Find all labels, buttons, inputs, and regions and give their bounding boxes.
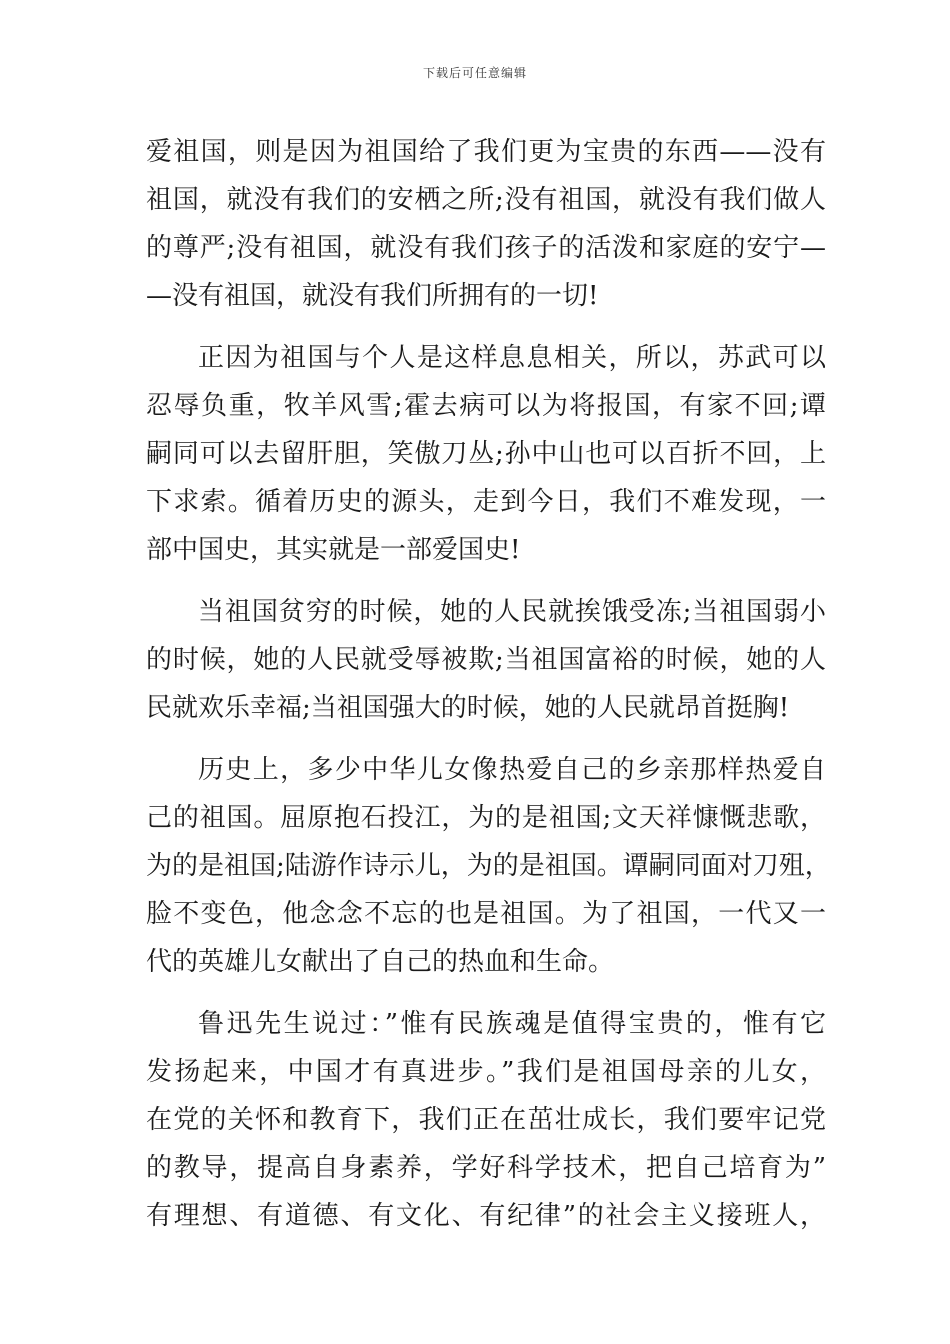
paragraph-5 [146,1000,826,1240]
paragraph-line: 部中国史，其实就是一部爱国史! [146,535,521,565]
paragraph-line: 为的是祖国;陆游作诗示儿，为的是祖国。谭嗣同面对刀殂， [146,851,831,881]
paragraph-gap [146,320,826,334]
paragraph-line: 忍辱负重，牧羊风雪;霍去病可以为将报国，有家不回;谭 [146,391,826,421]
paragraph-line: 历史上，多少中华儿女像热爱自己的乡亲那样热爱自 [198,755,826,785]
paragraph-4 [146,746,831,986]
paragraph-line: 代的英雄儿女献出了自己的热血和生命。 [146,947,615,977]
paragraph-gap [146,574,826,588]
paragraph-2 [146,334,826,574]
paragraph-1 [146,128,826,320]
paragraph-gap [146,732,826,746]
paragraph-3 [146,588,826,732]
paragraph-line: 的尊严;没有祖国，就没有我们孩子的活泼和家庭的安宁— [146,233,826,263]
paragraph-line: 发扬起来，中国才有真进步。”我们是祖国母亲的儿女， [146,1057,826,1087]
paragraph-line: 正因为祖国与个人是这样息息相关，所以，苏武可以 [198,343,826,373]
paragraph-line: 鲁迅先生说过：”惟有民族魂是值得宝贵的，惟有它 [198,1009,826,1039]
paragraph-line: 民就欢乐幸福;当祖国强大的时候，她的人民就昂首挺胸! [146,693,790,723]
paragraph-line: 的教导，提高自身素养，学好科学技术，把自己培育为” [146,1153,826,1183]
paragraph-line: 嗣同可以去留肝胆，笑傲刀丛;孙中山也可以百折不回，上 [146,439,826,469]
paragraph-line: 下求索。循着历史的源头，走到今日，我们不难发现，一 [146,487,826,517]
body-text [146,128,831,1240]
header-note: 下载后可任意编辑 [422,66,527,80]
paragraph-gap [146,986,826,1000]
paragraph-line: 有理想、有道德、有文化、有纪律”的社会主义接班人， [146,1201,826,1231]
paragraph-line: 己的祖国。屈原抱石投江，为的是祖国;文天祥慷慨悲歌， [146,803,826,833]
paragraph-line: 的时候，她的人民就受辱被欺;当祖国富裕的时候，她的人 [146,645,826,675]
paragraph-line: 祖国，就没有我们的安栖之所;没有祖国，就没有我们做人 [146,185,826,215]
paragraph-line: 爱祖国，则是因为祖国给了我们更为宝贵的东西——没有 [146,137,826,167]
paragraph-line: 当祖国贫穷的时候，她的人民就挨饿受冻;当祖国弱小 [198,597,826,627]
paragraph-line: —没有祖国，就没有我们所拥有的一切! [146,281,599,311]
paragraph-line: 在党的关怀和教育下，我们正在茁壮成长，我们要牢记党 [146,1105,826,1135]
paragraph-line: 脸不变色，他念念不忘的也是祖国。为了祖国，一代又一 [146,899,826,929]
